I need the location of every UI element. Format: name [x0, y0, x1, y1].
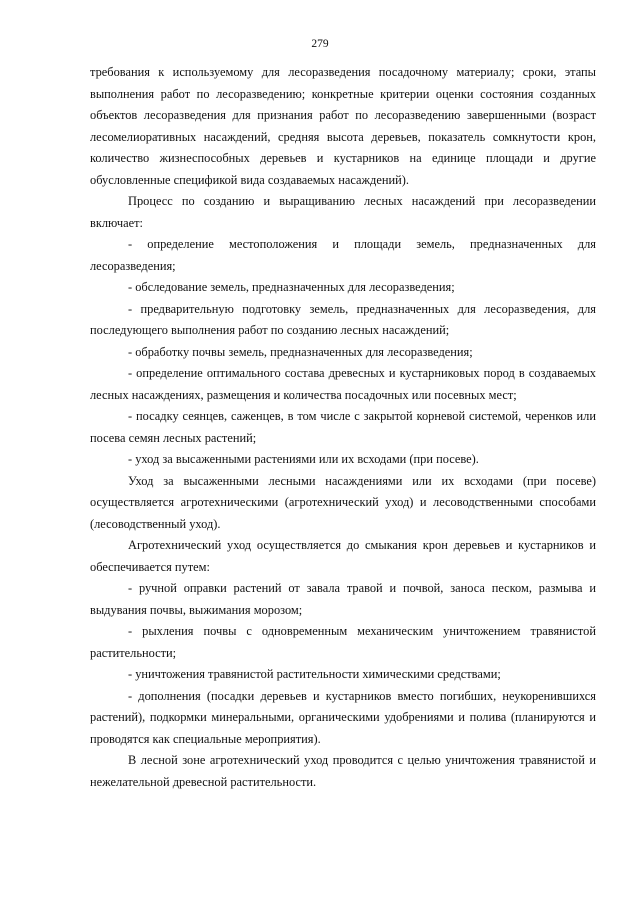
paragraph: Агротехнический уход осуществляется до смыкания крон деревьев и кустарников и обеспечивается путем: — [90, 538, 596, 574]
list-item: - определение оптимального состава древесных и кустарниковых пород в создаваемых лесных насаждениях, размещения и количества посадочных или посевных мест; — [90, 366, 596, 402]
list-item: - ручной оправки растений от завала травой и почвой, заноса песком, размыва и выдувания почвы, выжимания морозом; — [90, 581, 596, 617]
list-item: - рыхления почвы с одновременным механическим уничтожением травянистой растительности; — [90, 624, 596, 660]
paragraph: В лесной зоне агротехнический уход проводится с целью уничтожения травянистой и нежелательной древесной растительности. — [90, 753, 596, 789]
list-item: - уничтожения травянистой растительности химическими средствами; — [128, 667, 501, 681]
list-item: - предварительную подготовку земель, предназначенных для лесоразведения, для последующего выполнения работ по созданию лесных насаждений; — [90, 301, 596, 337]
list-item: - уход за высаженными растениями или их всходами (при посеве). — [128, 452, 479, 466]
list-item: - обследование земель, предназначенных для лесоразведения; — [128, 280, 455, 294]
page-number: 279 — [311, 38, 329, 50]
list-item: - обработку почвы земель, предназначенных для лесоразведения; — [128, 344, 473, 359]
paragraph: Уход за высаженными лесными насаждениями или их всходами (при посеве) осуществляется агротехническими (агротехнический уход) и лесоводственными способами (лесоводственный уход). — [90, 473, 596, 531]
list-item: - дополнения (посадки деревьев и кустарников вместо погибших, неукоренившихся растений), подкормки минеральными, органическими удобрениями и полива (планируются и проводятся как специальные мероприятия). — [90, 688, 596, 746]
document-body — [90, 62, 596, 793]
list-item: - посадку сеянцев, саженцев, в том числе с закрытой корневой системой, черенков или посева семян лесных растений; — [90, 409, 596, 445]
paragraph: требования к используемому для лесоразведения посадочному материалу; сроки, этапы выполнения работ по лесоразведению; конкретные критерии оценки состояния созданных объектов лесоразведения для признания работ по лесоразведению завершенными (возраст лесомелиоративных насаждений, средняя высота деревьев, показатель сомкнутости крон, количество жизнеспособных деревьев и кустарников на единице площади и другие обусловленные спецификой вида создаваемых насаждений). — [90, 65, 596, 187]
paragraph: Процесс по созданию и выращиванию лесных насаждений при лесоразведении включает: — [90, 194, 596, 230]
list-item: - определение местоположения и площади земель, предназначенных для лесоразведения; — [90, 237, 596, 273]
